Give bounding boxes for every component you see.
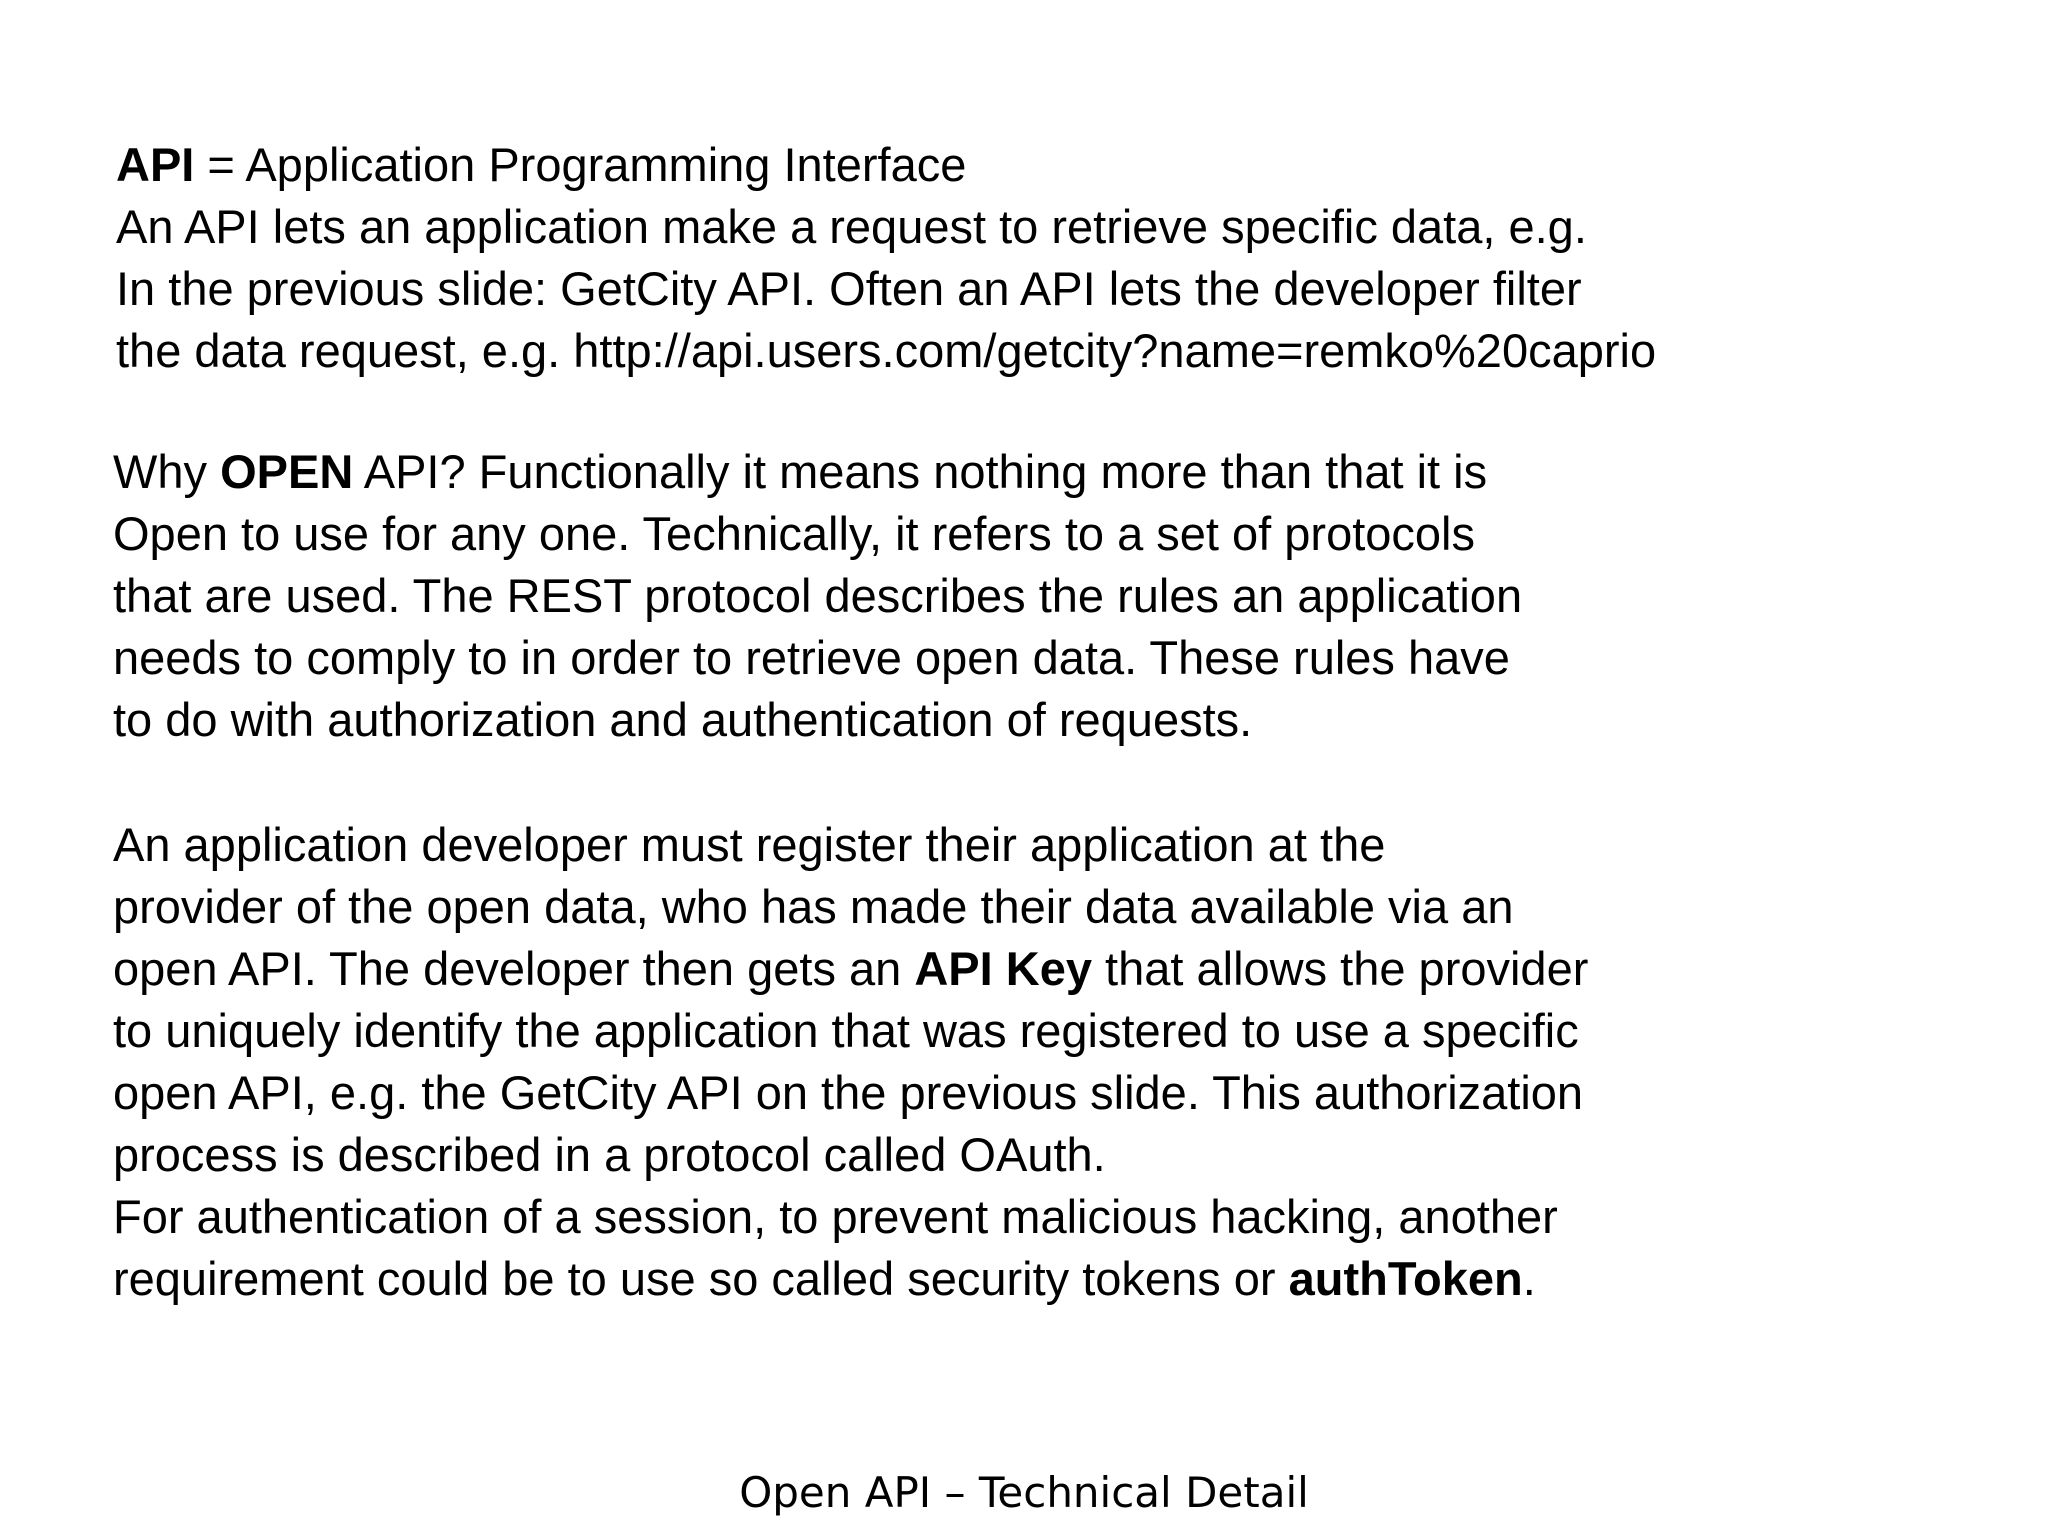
api-key-line-6: process is described in a protocol called OAuth.: [113, 1128, 1106, 1181]
api-key-line-1: An application developer must register their application at the: [113, 818, 1386, 871]
open-api-line-3: that are used. The REST protocol describes the rules an application: [113, 569, 1523, 622]
api-paragraph-line-2: An API lets an application make a request to retrieve specific data, e.g.: [116, 200, 1587, 253]
api-paragraph-line-4: the data request, e.g. http://api.users.com/getcity?name=remko%20caprio: [116, 324, 1657, 377]
api-paragraph-line-3: In the previous slide: GetCity API. Often an API lets the developer filter: [116, 262, 1582, 315]
open-api-line-1-pre: Why: [113, 445, 221, 498]
slide-title-footer: Open API – Technical Detail: [739, 1468, 1309, 1517]
open-api-line-1-rest: API? Functionally it means nothing more than that it is: [353, 445, 1488, 498]
api-key-line-2: provider of the open data, who has made their data available via an: [113, 880, 1514, 933]
api-key-line-8-rest: .: [1522, 1252, 1536, 1305]
open-api-line-5: to do with authorization and authentication of requests.: [113, 693, 1253, 746]
api-definition-text: = Application Programming Interface: [194, 138, 967, 191]
api-key-line-3-rest: that allows the provider: [1091, 942, 1589, 995]
open-api-line-1: [113, 441, 1522, 503]
api-key-line-5: open API, e.g. the GetCity API on the previous slide. This authorization: [113, 1066, 1584, 1119]
api-term-bold: API: [116, 138, 195, 191]
open-api-paragraph: [113, 441, 1522, 751]
open-api-line-2: Open to use for any one. Technically, it refers to a set of protocols: [113, 507, 1475, 560]
open-api-line-4: needs to comply to in order to retrieve open data. These rules have: [113, 631, 1510, 684]
api-key-paragraph: [113, 814, 1588, 1310]
api-key-line-8: [113, 1248, 1588, 1310]
auth-token-term-bold: authToken: [1288, 1252, 1523, 1305]
api-key-line-8-pre: requirement could be to use so called security tokens or: [113, 1252, 1289, 1305]
api-key-line-3: [113, 938, 1588, 1000]
api-key-line-4: to uniquely identify the application that was registered to use a specific: [113, 1004, 1579, 1057]
api-definition-paragraph: [116, 134, 1656, 382]
api-key-line-3-pre: open API. The developer then gets an: [113, 942, 915, 995]
api-definition-line: [116, 134, 1656, 196]
api-key-line-7: For authentication of a session, to prevent malicious hacking, another: [113, 1190, 1558, 1243]
api-key-term-bold: API Key: [914, 942, 1092, 995]
open-term-bold: OPEN: [220, 445, 354, 498]
